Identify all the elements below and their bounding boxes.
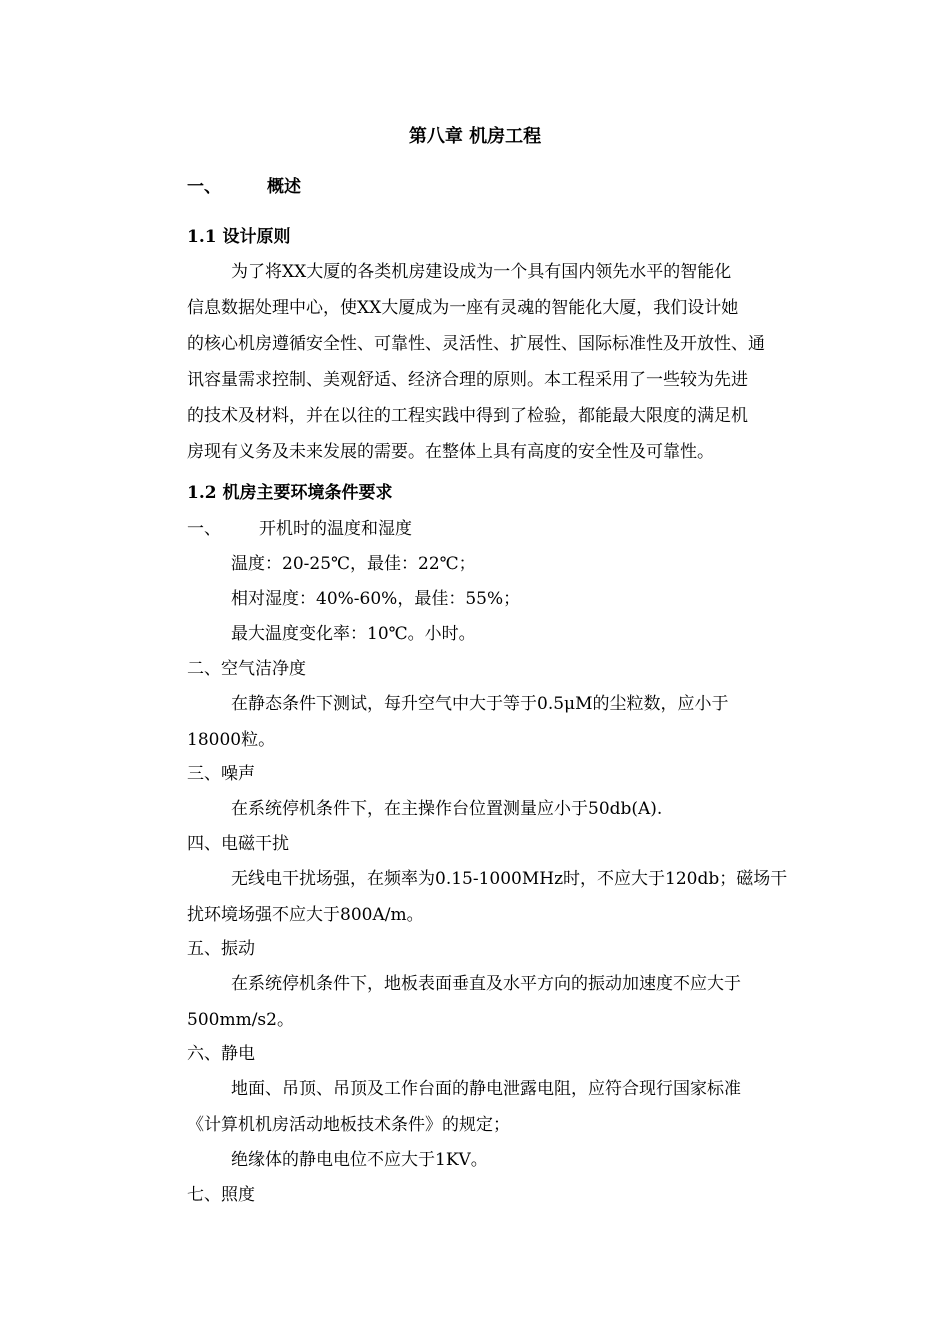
subsection-heading-environment: 1.2 机房主要环境条件要求	[187, 483, 393, 503]
item-line: 在系统停机条件下，在主操作台位置测量应小于50db(A).	[231, 799, 663, 819]
item-line: 扰环境场强不应大于800A/m。	[187, 905, 424, 925]
section-title: 概述	[267, 177, 301, 197]
subsection-heading-design-principles: 1.1 设计原则	[187, 227, 291, 247]
item-heading-emi: 四、电磁干扰	[187, 834, 289, 854]
section-heading-overview	[187, 175, 301, 199]
paragraph-line: 的核心机房遵循安全性、可靠性、灵活性、扩展性、国际标准性及开放性、通	[187, 334, 765, 354]
item-line: 在静态条件下测试，每升空气中大于等于0.5μM的尘粒数，应小于	[231, 694, 729, 714]
item-line: 温度：20-25℃，最佳：22℃；	[231, 554, 476, 574]
paragraph-line: 为了将XX大厦的各类机房建设成为一个具有国内领先水平的智能化	[231, 262, 732, 282]
section-number: 一、	[187, 177, 221, 197]
paragraph-line: 讯容量需求控制、美观舒适、经济合理的原则。本工程采用了一些较为先进	[187, 370, 748, 390]
item-line: 绝缘体的静电电位不应大于1KV。	[231, 1150, 488, 1170]
item-heading-air-cleanliness: 二、空气洁净度	[187, 659, 306, 679]
item-heading-temperature-humidity	[187, 517, 412, 541]
paragraph-line: 信息数据处理中心，使XX大厦成为一座有灵魂的智能化大厦，我们设计她	[187, 298, 739, 318]
item-line: 相对湿度：40%-60%，最佳：55%；	[231, 589, 521, 609]
item-heading-illumination: 七、照度	[187, 1185, 255, 1205]
item-heading-vibration: 五、振动	[187, 939, 255, 959]
paragraph-line: 的技术及材料，并在以往的工程实践中得到了检验，都能最大限度的满足机	[187, 406, 748, 426]
chapter-title: 第八章 机房工程	[408, 126, 542, 147]
item-line: 《计算机机房活动地板技术条件》的规定；	[187, 1115, 510, 1135]
item-line: 18000粒。	[187, 730, 276, 750]
item-line: 无线电干扰场强，在频率为0.15-1000MHz时，不应大于120db；磁场干	[231, 869, 788, 889]
item-number: 一、	[187, 519, 221, 539]
item-line: 最大温度变化率：10℃。小时。	[231, 624, 476, 644]
item-heading-noise: 三、噪声	[187, 764, 255, 784]
item-title: 开机时的温度和湿度	[259, 519, 412, 539]
item-line: 在系统停机条件下，地板表面垂直及水平方向的振动加速度不应大于	[231, 974, 741, 994]
paragraph-line: 房现有义务及未来发展的需要。在整体上具有高度的安全性及可靠性。	[187, 442, 714, 462]
item-heading-static: 六、静电	[187, 1044, 255, 1064]
item-line: 地面、吊顶、吊顶及工作台面的静电泄露电阻，应符合现行国家标准	[231, 1079, 741, 1099]
item-line: 500mm/s2。	[187, 1010, 294, 1030]
